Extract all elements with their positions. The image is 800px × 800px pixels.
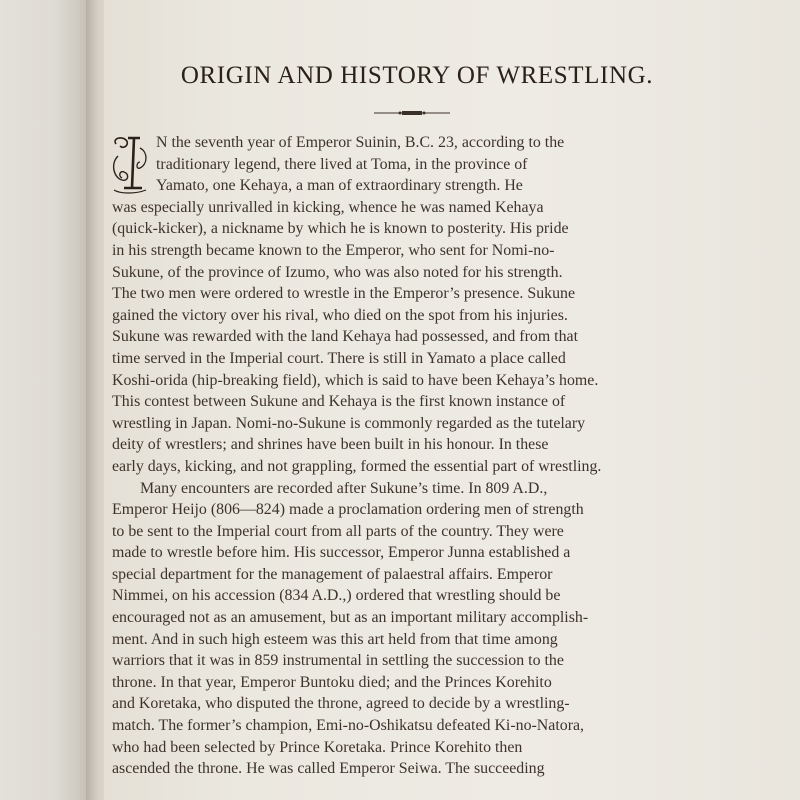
text-line: to be sent to the Imperial court from all parts of the country. They were: [112, 522, 564, 540]
text-line: who had been selected by Prince Koretaka. Prince Korehito then: [112, 738, 523, 756]
text-line: deity of wrestlers; and shrines have been built in his honour. In these: [112, 436, 549, 454]
text-line: gained the victory over his rival, who died on the spot from his injuries.: [112, 306, 568, 324]
text-line: early days, kicking, and not grappling, formed the essential part of wrestling.: [112, 457, 602, 475]
page-title: ORIGIN AND HISTORY OF WRESTLING.: [180, 62, 654, 89]
text-line: (quick-kicker), a nickname by which he is known to posterity. His pride: [112, 220, 569, 238]
text-line: wrestling in Japan. Nomi-no-Sukune is commonly regarded as the tutelary: [112, 414, 586, 432]
text-line: made to wrestle before him. His successor, Emperor Junna established a: [112, 544, 571, 562]
text-line: Emperor Heijo (806—824) made a proclamation ordering men of strength: [112, 501, 584, 519]
text-line: encouraged not as an amusement, but as an important military accomplish-: [112, 609, 589, 627]
left-page-edge: [0, 0, 92, 800]
paragraph-1: [112, 132, 712, 478]
text-line: was especially unrivalled in kicking, whence he was named Kehaya: [112, 198, 544, 216]
text-line: ascended the throne. He was called Emperor Seiwa. The succeeding: [112, 760, 545, 778]
text-line: Yamato, one Kehaya, a man of extraordinary strength. He: [156, 177, 523, 195]
paragraph-2: [112, 478, 712, 780]
text-line: Sukune, of the province of Izumo, who was also noted for his strength.: [112, 263, 563, 281]
text-line: special department for the management of palaestral affairs. Emperor: [112, 565, 553, 583]
text-line: Many encounters are recorded after Sukune’s time. In 809 A.D.,: [140, 479, 548, 497]
text-line: ment. And in such high esteem was this art held from that time among: [112, 630, 558, 648]
text-line: match. The former’s champion, Emi-no-Oshikatsu defeated Ki-no-Natora,: [112, 717, 585, 735]
text-line: and Koretaka, who disputed the throne, agreed to decide by a wrestling-: [112, 695, 570, 713]
text-line: This contest between Sukune and Kehaya is the first known instance of: [112, 393, 566, 411]
text-line: throne. In that year, Emperor Buntoku died; and the Princes Korehito: [112, 673, 552, 691]
text-line: Koshi-orida (hip-breaking field), which is said to have been Kehaya’s home.: [112, 371, 599, 389]
text-line: time served in the Imperial court. There is still in Yamato a place called: [112, 349, 566, 367]
text-line: N the seventh year of Emperor Suinin, B.C. 23, according to the: [156, 134, 565, 151]
title-ornament: [372, 108, 452, 118]
text-line: Nimmei, on his accession (834 A.D.,) ordered that wrestling should be: [112, 587, 561, 605]
text-line: The two men were ordered to wrestle in the Emperor’s presence. Sukune: [112, 285, 576, 303]
text-line: in his strength became known to the Emperor, who sent for Nomi-no-: [112, 241, 555, 259]
text-line: warriors that it was in 859 instrumental in settling the succession to the: [112, 652, 564, 670]
text-line: Sukune was rewarded with the land Kehaya had possessed, and from that: [112, 328, 578, 346]
page-content: [112, 62, 712, 780]
text-line: traditionary legend, there lived at Toma, in the province of: [156, 155, 528, 173]
ornate-drop-cap: [110, 134, 150, 196]
